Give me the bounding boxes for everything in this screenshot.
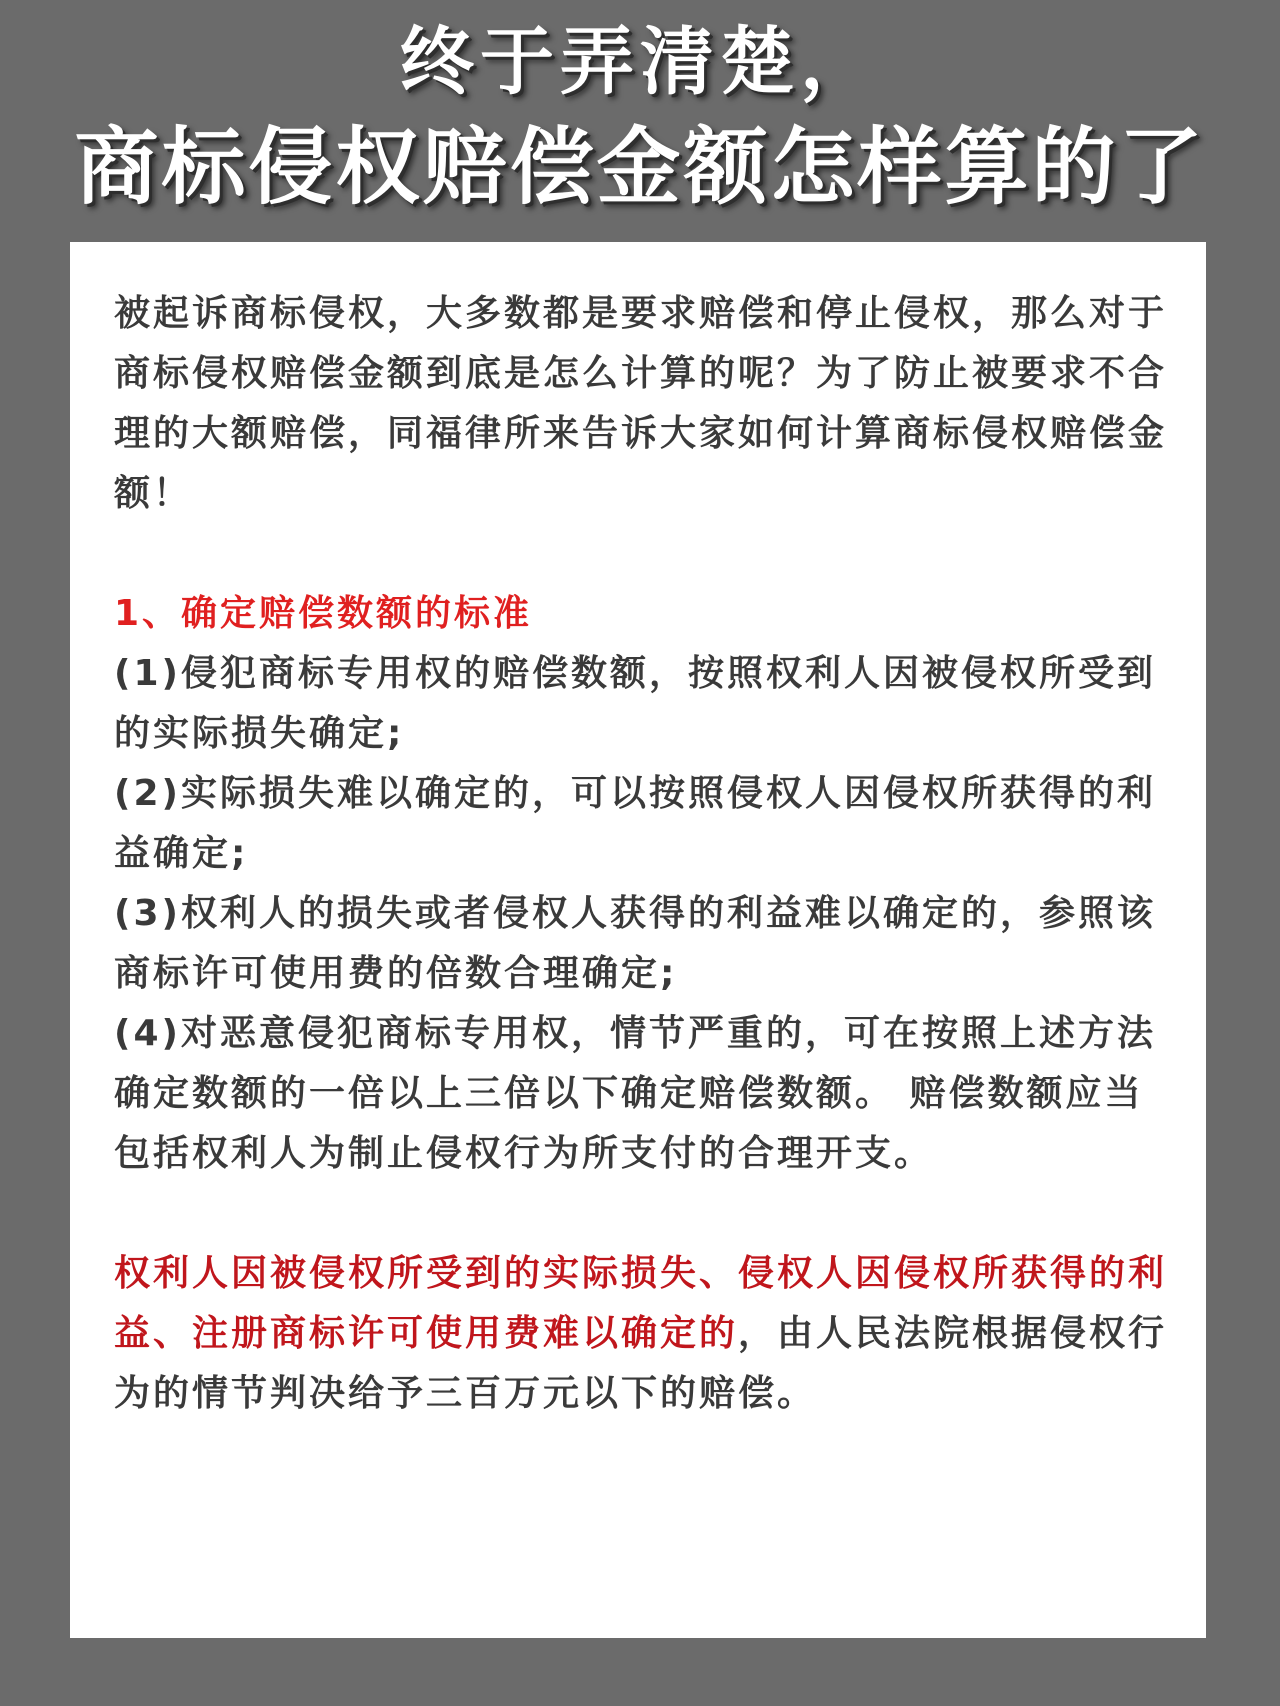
content-card [70,242,1206,1638]
title-line-2: 商标侵权赔偿金额怎样算的了 [74,118,1206,216]
list-item: (1)侵犯商标专用权的赔偿数额，按照权利人因被侵权所受到的实际损失确定; [114,653,1156,754]
closing-paragraph [114,1244,1170,1424]
list-item: (3)权利人的损失或者侵权人获得的利益难以确定的，参照该商标许可使用费的倍数合理确定; [114,893,1156,994]
section-heading: 1、确定赔偿数额的标准 [114,593,533,634]
header [0,12,1280,222]
list-item: (2)实际损失难以确定的，可以按照侵权人因侵权所获得的利益确定; [114,773,1156,874]
spacer [114,1184,1170,1244]
closing-emphasis: 权利人因被侵权所受到的实际损失、侵权人因侵权所获得的利益、注册商标许可使用费难以确定的 [114,1253,1168,1354]
list-item: (4)对恶意侵犯商标专用权，情节严重的，可在按照上述方法确定数额的一倍以上三倍以下确定赔偿数额。 赔偿数额应当包括权利人为制止侵权行为所支付的合理开支。 [114,1013,1156,1174]
closing-text: ，由人民法院根据侵权行为的情节判决给予三百万元以下的赔偿。 [114,1313,1168,1414]
article-body [114,284,1170,1424]
spacer [114,524,1170,584]
intro-paragraph: 被起诉商标侵权，大多数都是要求赔偿和停止侵权，那么对于商标侵权赔偿金额到底是怎么计算的呢？为了防止被要求不合理的大额赔偿，同福律所来告诉大家如何计算商标侵权赔偿金额！ [114,293,1168,514]
title-line-1: 终于弄清楚， [400,19,880,105]
